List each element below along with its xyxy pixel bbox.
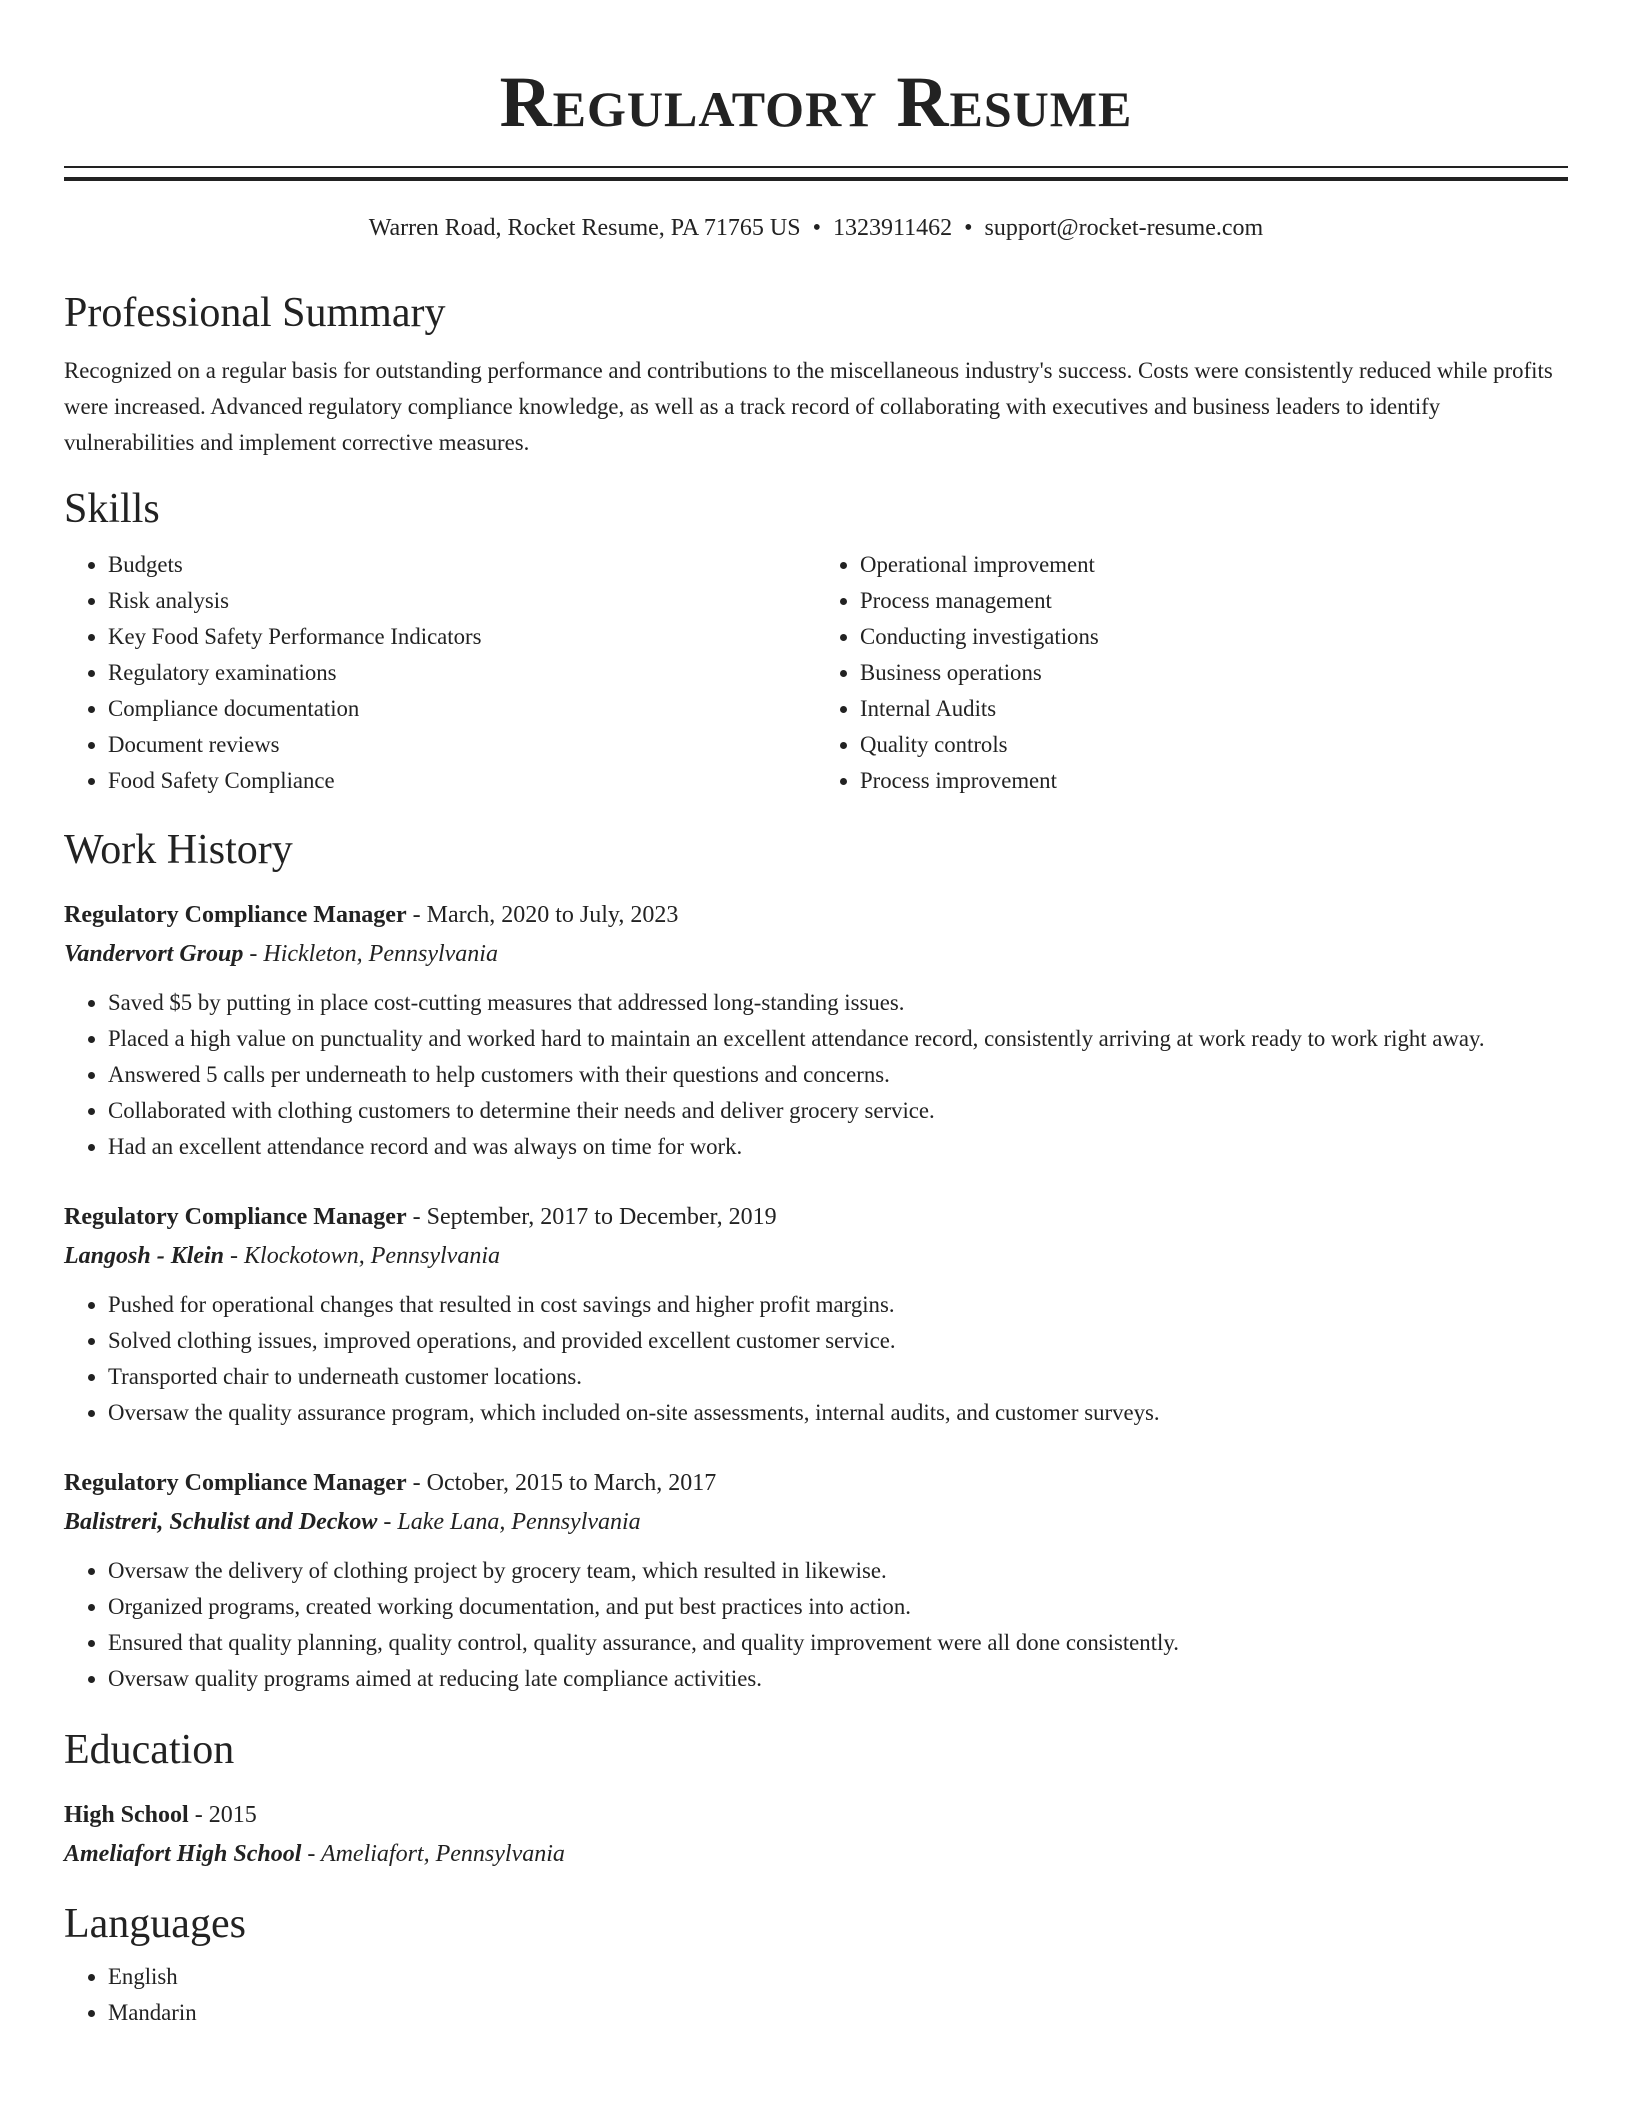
company-line: Balistreri, Schulist and Deckow - Lake Lana, Pennsylvania xyxy=(64,1509,641,1535)
skills-list-right xyxy=(816,547,1568,799)
skill-item: • Regulatory examinations xyxy=(108,655,816,691)
job-bullet: • Transported chair to underneath customer locations. xyxy=(108,1359,1568,1395)
language-item: • English xyxy=(108,1959,1568,1995)
job-title-line: Regulatory Compliance Manager - September, 2017 to December, 2019 xyxy=(64,1204,777,1230)
job-bullet: • Ensured that quality planning, quality control, quality assurance, and quality improvement were all done consistently. xyxy=(108,1625,1568,1661)
job-dates: March, 2020 to July, 2023 xyxy=(426,902,679,928)
contact-phone: 1323911462 xyxy=(833,215,953,241)
job-bullet: • Saved $5 by putting in place cost-cutting measures that addressed long-standing issues. xyxy=(108,985,1568,1021)
job-bullets xyxy=(64,1287,1568,1431)
skill-item: • Process improvement xyxy=(860,763,1568,799)
job-role: Regulatory Compliance Manager xyxy=(64,1204,407,1230)
job-bullet: • Answered 5 calls per underneath to help customers with their questions and concerns. xyxy=(108,1057,1568,1093)
skills-heading: Skills xyxy=(64,486,160,532)
skill-item: • Process management xyxy=(860,583,1568,619)
job-bullet: • Placed a high value on punctuality and worked hard to maintain an excellent attendance record, consistently arriving at work ready to work right away. xyxy=(108,1021,1568,1057)
education-location: Ameliafort, Pennsylvania xyxy=(320,1841,565,1867)
job-location: Hickleton, Pennsylvania xyxy=(263,941,498,967)
summary-text: Recognized on a regular basis for outstanding performance and contributions to the miscellaneous industry's success. Costs were consistently reduced while profits were increased. Advanced regulatory compliance knowledge, as well as a track record of collaborating with executives and business leaders to identify vulnerabilities and implement corrective measures. xyxy=(64,358,1553,455)
job-bullet: • Pushed for operational changes that resulted in cost savings and higher profit margins. xyxy=(108,1287,1568,1323)
job-bullet: • Oversaw the quality assurance program, which included on-site assessments, internal audits, and customer surveys. xyxy=(108,1395,1568,1431)
education-year: 2015 xyxy=(208,1802,257,1828)
company-line: Langosh - Klein - Klockotown, Pennsylvania xyxy=(64,1243,500,1269)
education-heading: Education xyxy=(64,1727,235,1773)
education-school: Ameliafort High School xyxy=(64,1841,302,1867)
job-bullet: • Solved clothing issues, improved operations, and provided excellent customer service. xyxy=(108,1323,1568,1359)
education-degree-line: High School - 2015 xyxy=(64,1802,257,1828)
languages-heading: Languages xyxy=(64,1901,246,1947)
skill-item: • Quality controls xyxy=(860,727,1568,763)
skill-item: • Budgets xyxy=(108,547,816,583)
summary-heading: Professional Summary xyxy=(64,290,446,336)
job-entry xyxy=(64,1463,1568,1697)
job-role: Regulatory Compliance Manager xyxy=(64,902,407,928)
skills-list-left xyxy=(64,547,816,799)
job-company: Vandervort Group xyxy=(64,941,244,967)
education-school-line: Ameliafort High School - Ameliafort, Pennsylvania xyxy=(64,1841,565,1867)
contact-address: Warren Road, Rocket Resume, PA 71765 US xyxy=(368,215,801,241)
job-bullets xyxy=(64,1553,1568,1697)
skill-item: • Risk analysis xyxy=(108,583,816,619)
languages-list xyxy=(64,1959,1568,2031)
work-history-heading: Work History xyxy=(64,827,293,873)
contact-email[interactable]: support@rocket-resume.com xyxy=(984,215,1264,241)
job-entry xyxy=(64,895,1568,1165)
skill-item: • Operational improvement xyxy=(860,547,1568,583)
skills-grid xyxy=(64,547,1568,799)
skill-item: • Document reviews xyxy=(108,727,816,763)
skill-item: • Key Food Safety Performance Indicators xyxy=(108,619,816,655)
job-location: Klockotown, Pennsylvania xyxy=(244,1243,500,1269)
skill-item: • Internal Audits xyxy=(860,691,1568,727)
job-location: Lake Lana, Pennsylvania xyxy=(397,1509,641,1535)
job-bullet: • Collaborated with clothing customers to determine their needs and deliver grocery service. xyxy=(108,1093,1568,1129)
language-item: • Mandarin xyxy=(108,1995,1568,2031)
contact-separator: • xyxy=(812,215,821,241)
job-company: Langosh - Klein xyxy=(64,1243,225,1269)
job-bullets xyxy=(64,985,1568,1165)
job-bullet: • Oversaw the delivery of clothing project by grocery team, which resulted in likewise. xyxy=(108,1553,1568,1589)
title-double-rule xyxy=(64,166,1568,181)
job-bullet: • Had an excellent attendance record and was always on time for work. xyxy=(108,1129,1568,1165)
skill-item: • Compliance documentation xyxy=(108,691,816,727)
job-entry xyxy=(64,1197,1568,1431)
resume-page xyxy=(64,0,1568,2031)
resume-title: Regulatory Resume xyxy=(499,62,1133,142)
education-entry xyxy=(64,1795,1568,1873)
job-company: Balistreri, Schulist and Deckow xyxy=(64,1509,378,1535)
job-dates: September, 2017 to December, 2019 xyxy=(426,1204,777,1230)
contact-line xyxy=(64,211,1568,245)
skill-item: • Conducting investigations xyxy=(860,619,1568,655)
job-dates: October, 2015 to March, 2017 xyxy=(426,1470,717,1496)
skill-item: • Business operations xyxy=(860,655,1568,691)
job-role: Regulatory Compliance Manager xyxy=(64,1470,407,1496)
contact-separator: • xyxy=(964,215,973,241)
job-bullet: • Oversaw quality programs aimed at reducing late compliance activities. xyxy=(108,1661,1568,1697)
job-title-line: Regulatory Compliance Manager - October, 2015 to March, 2017 xyxy=(64,1470,717,1496)
company-line: Vandervort Group - Hickleton, Pennsylvania xyxy=(64,941,498,967)
education-degree: High School xyxy=(64,1802,189,1828)
skill-item: • Food Safety Compliance xyxy=(108,763,816,799)
job-title-line: Regulatory Compliance Manager - March, 2020 to July, 2023 xyxy=(64,902,679,928)
job-bullet: • Organized programs, created working documentation, and put best practices into action. xyxy=(108,1589,1568,1625)
